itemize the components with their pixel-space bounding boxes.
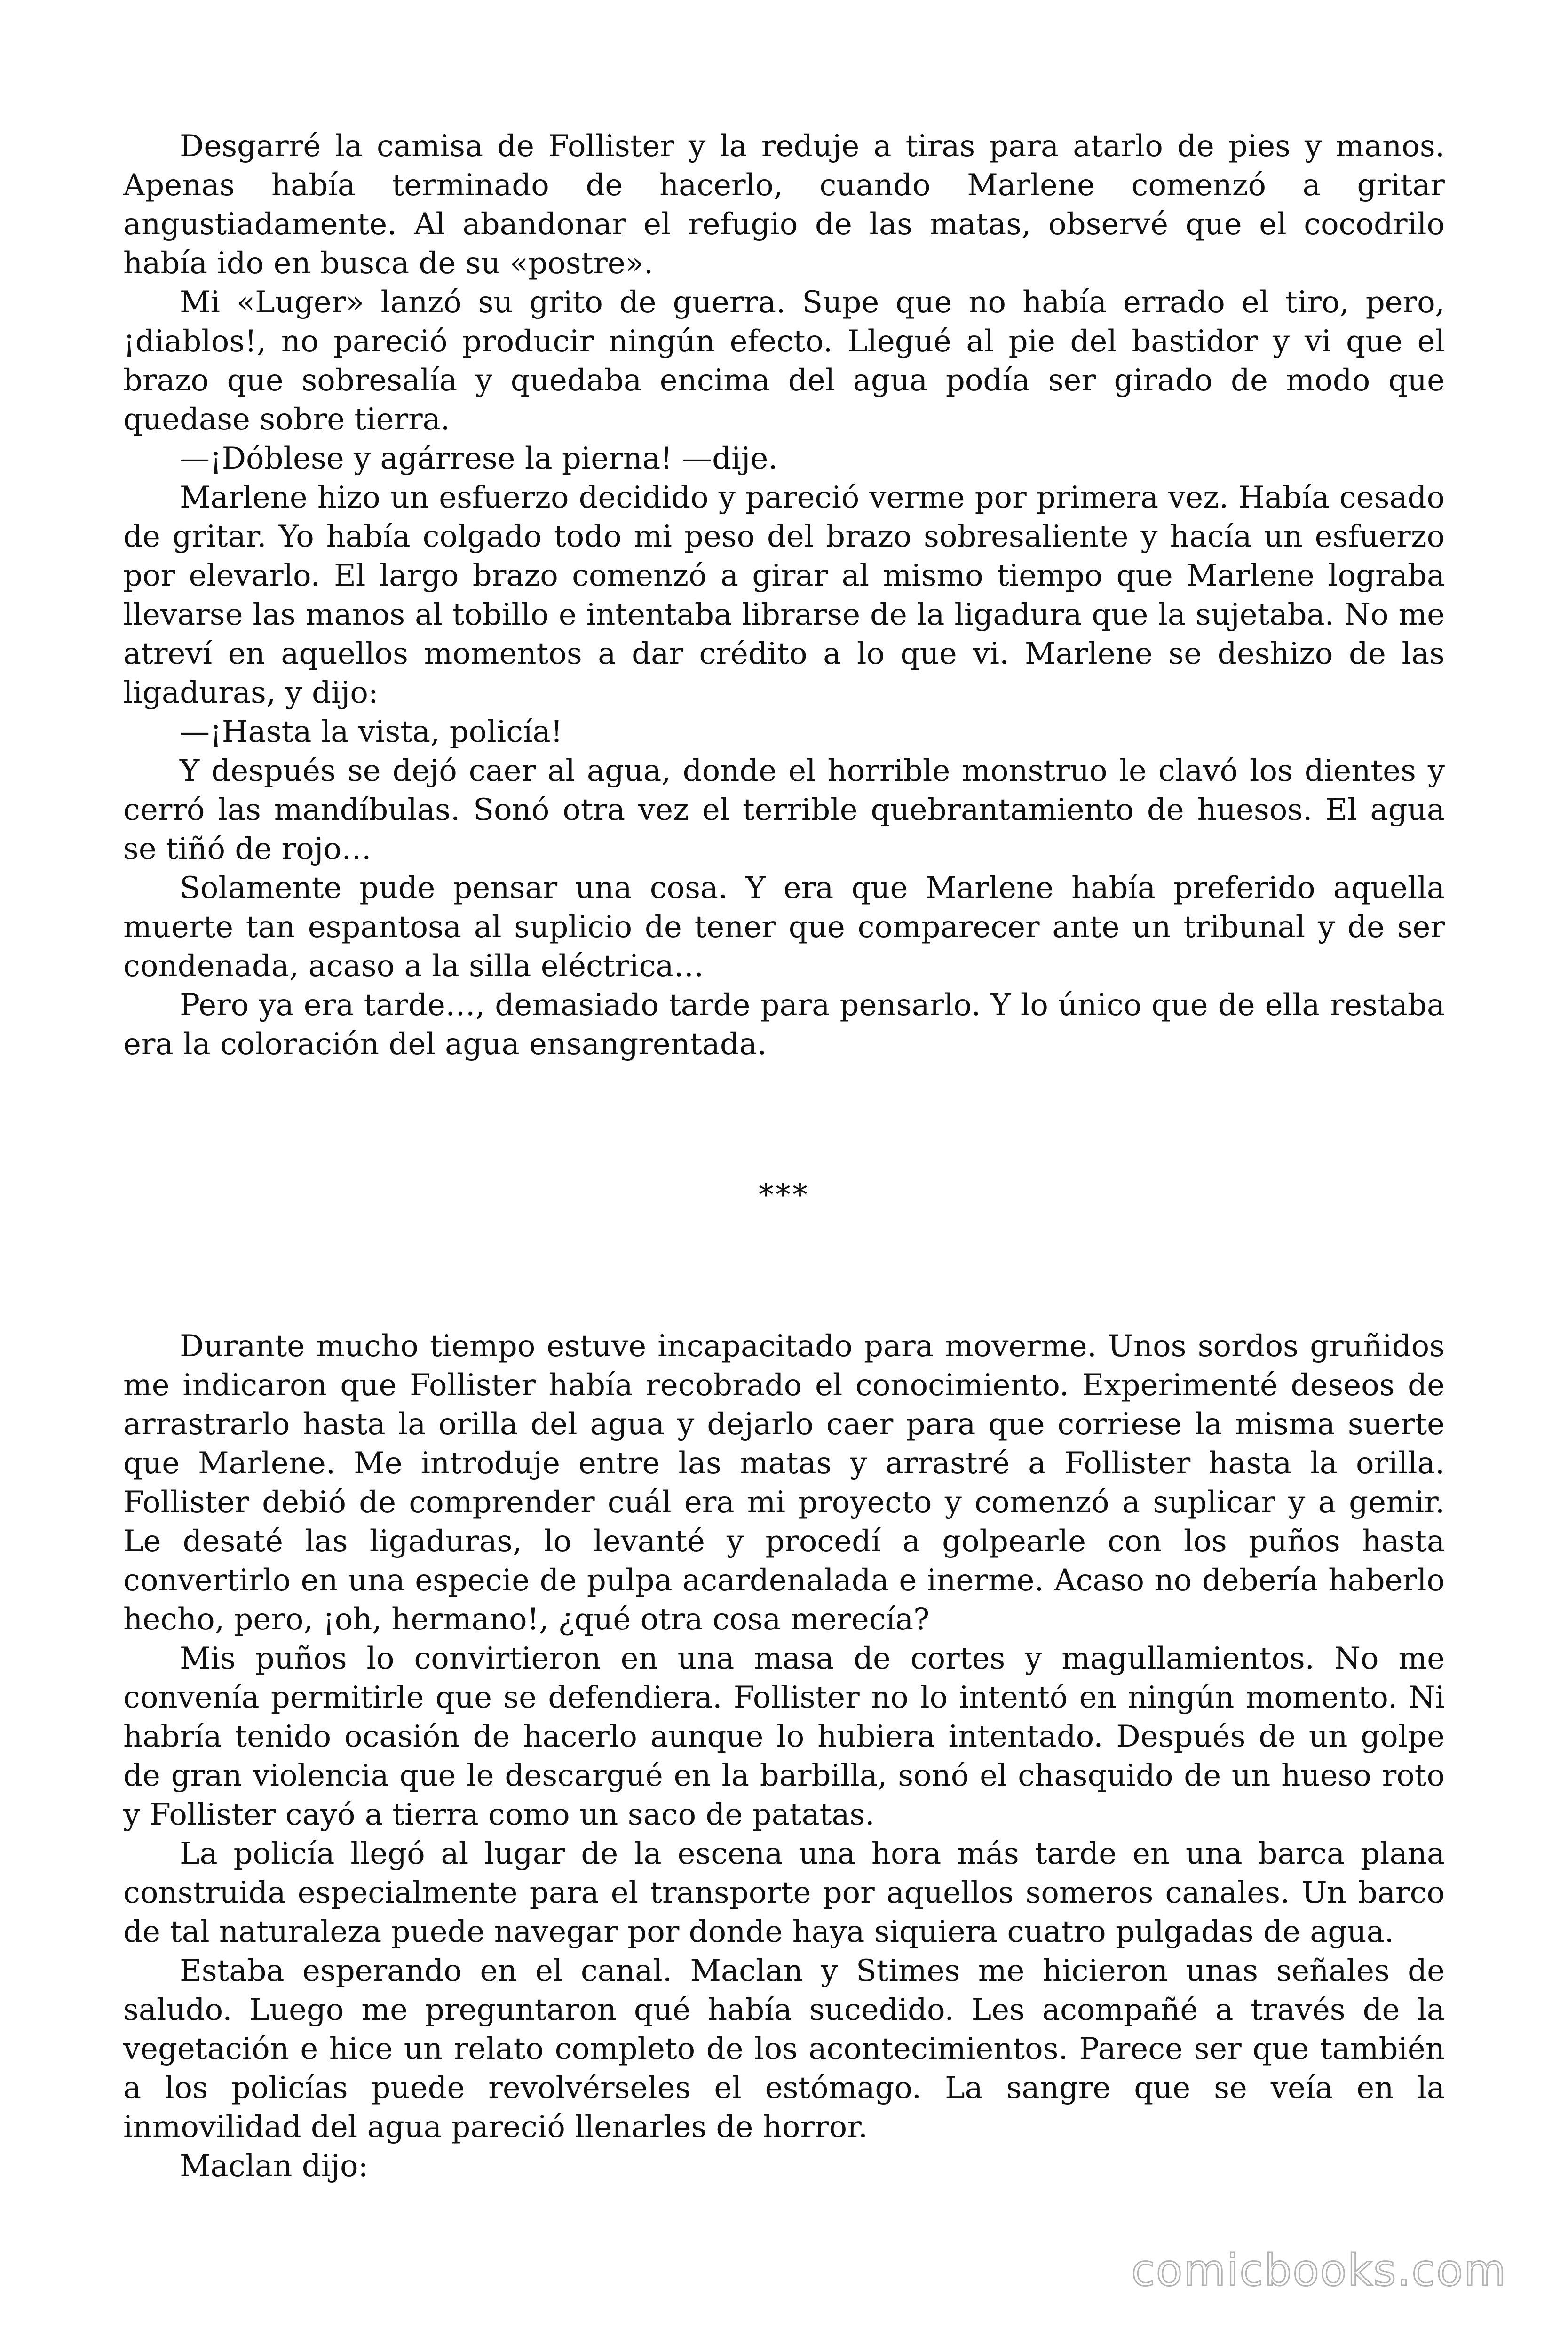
paragraph: Mis puños lo convirtieron en una masa de cortes y magullamientos. No me convenía permitirle que se defendiera. Follister no lo intentó en ningún momento. Ni habría tenido ocasión de hacerlo aunque lo hubiera intentado. Después de un golpe de gran violencia que le descargué en la barbilla, sonó el chasquido de un hueso roto y Follister cayó a tierra como un saco de patatas. [123,1641,1445,1832]
paragraph: Durante mucho tiempo estuve incapacitado para moverme. Unos sordos gruñidos me indicaron que Follister había recobrado el conocimiento. Experimenté deseos de arrastrarlo hasta la orilla del agua y dejarlo caer para que corriese la misma suerte que Marlene. Me introduje entre las matas y arrastré a Follister hasta la orilla. Follister debió de comprender cuál era mi proyecto y comenzó a suplicar y a gemir. Le desaté las ligaduras, lo levanté y procedí a golpearle con los puños hasta convertirlo en una especie de pulpa acardenalada e inerme. Acaso no debería haberlo hecho, pero, ¡oh, hermano!, ¿qué otra cosa merecía? [123,1329,1445,1637]
page-text [123,127,1445,2186]
paragraph: La policía llegó al lugar de la escena una hora más tarde en una barca plana construida especialmente para el transporte por aquellos someros canales. Un barco de tal naturaleza puede navegar por donde haya siquiera cuatro pulgadas de agua. [123,1836,1445,1949]
paragraph: Y después se dejó caer al agua, donde el horrible monstruo le clavó los dientes y cerró las mandíbulas. Sonó otra vez el terrible quebrantamiento de huesos. El agua se tiñó de rojo… [123,754,1445,866]
paragraph: Mi «Luger» lanzó su grito de guerra. Supe que no había errado el tiro, pero, ¡diablos!, no pareció producir ningún efecto. Llegué al pie del bastidor y vi que el brazo que sobresalía y quedaba encima del agua podía ser girado de modo que quedase sobre tierra. [123,285,1445,437]
watermark: comicbooks.com [1131,2245,1507,2296]
section-separator: *** [759,1178,809,1213]
paragraph: Marlene hizo un esfuerzo decidido y pareció verme por primera vez. Había cesado de gritar. Yo había colgado todo mi peso del brazo sobresaliente y hacía un esfuerzo por elevarlo. El largo brazo comenzó a girar al mismo tiempo que Marlene lograba llevarse las manos al tobillo e intentaba librarse de la ligadura que la sujetaba. No me atreví en aquellos momentos a dar crédito a lo que vi. Marlene se deshizo de las ligaduras, y dijo: [123,480,1445,710]
section-before [123,127,1445,1064]
paragraph: Solamente pude pensar una cosa. Y era que Marlene había preferido aquella muerte tan espantosa al suplicio de tener que comparecer ante un tribunal y de ser condenada, acaso a la silla eléctrica… [123,871,1445,984]
paragraph: Pero ya era tarde…, demasiado tarde para pensarlo. Y lo único que de ella restaba era la coloración del agua ensangrentada. [123,988,1445,1062]
paragraph: Maclan dijo: [180,2149,369,2184]
dialogue-line: —¡Dóblese y agárrese la pierna! —dije. [180,441,778,476]
section-after [123,1327,1445,2186]
paragraph: Estaba esperando en el canal. Maclan y Stimes me hicieron unas señales de saludo. Luego me preguntaron qué había sucedido. Les acompañé a través de la vegetación e hice un relato completo de los acontecimientos. Parece ser que también a los policías puede revolvérseles el estómago. La sangre que se veía en la inmovilidad del agua pareció llenarles de horror. [123,1954,1445,2145]
paragraph: Desgarré la camisa de Follister y la reduje a tiras para atarlo de pies y manos. Apenas había terminado de hacerlo, cuando Marlene comenzó a gritar angustiadamente. Al abandonar el refugio de las matas, observé que el cocodrilo había ido en busca de su «postre». [123,129,1445,281]
dialogue-line: —¡Hasta la vista, policía! [180,715,563,749]
